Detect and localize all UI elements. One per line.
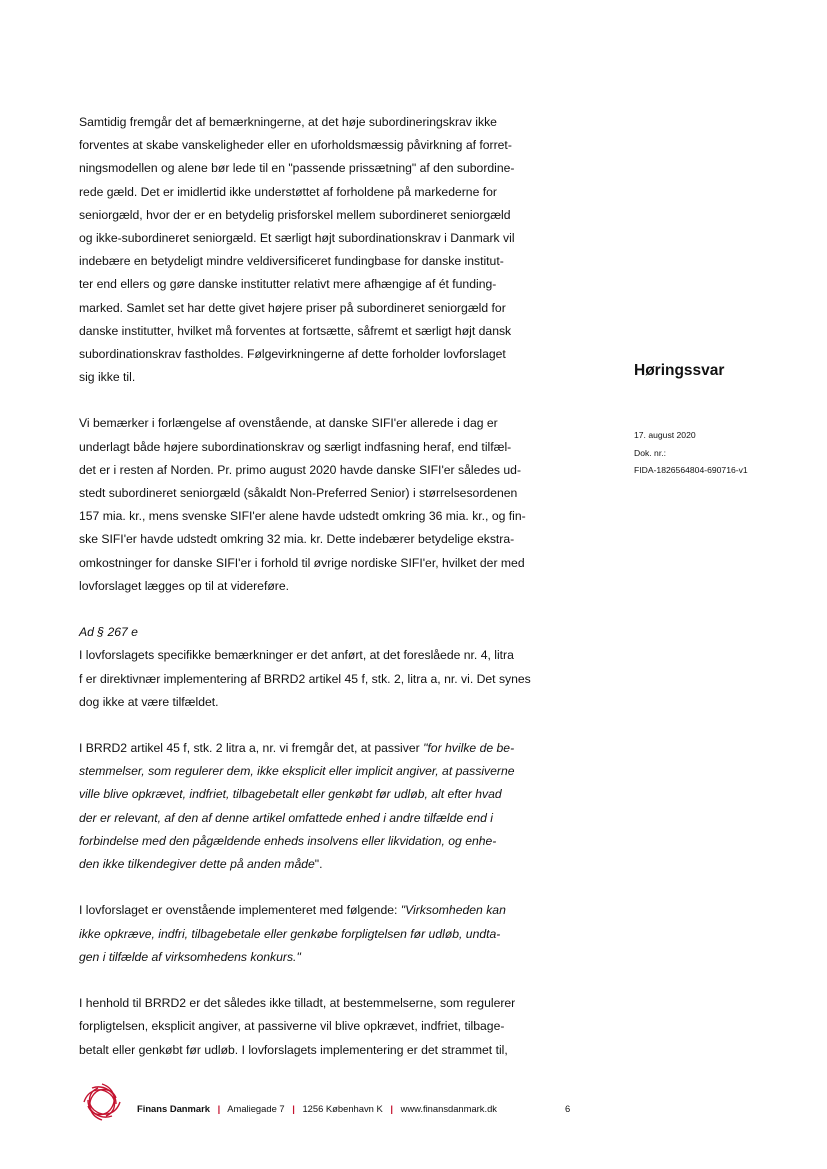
text-line: lovforslaget lægges op til at videreføre.	[79, 578, 289, 593]
text-line: seniorgæld, hvor der er en betydelig prisforskel mellem subordineret seniorgæld	[79, 207, 511, 222]
footer-website-link[interactable]: www.finansdanmark.dk	[400, 1103, 497, 1114]
page-footer	[80, 1080, 580, 1138]
text-line	[79, 853, 584, 876]
footer-org-name: Finans Danmark	[137, 1103, 210, 1114]
section-heading: Ad § 267 e	[79, 625, 138, 640]
footer-separator: |	[390, 1103, 393, 1114]
text-line: indebære en betydeligt mindre veldiversificeret fundingbase for danske institut-	[79, 254, 504, 269]
quote-line: ville blive opkrævet, indfriet, tilbagebetalt eller genkøbt før udløb, alt efter hvad	[79, 787, 502, 802]
text-line: betalt eller genkøbt før udløb. I lovforslagets implementering er det strammet til,	[79, 1042, 508, 1057]
document-number: FIDA-1826564804-690716-v1	[634, 465, 748, 475]
footer-separator: |	[292, 1103, 295, 1114]
text-segment: I BRRD2 artikel 45 f, stk. 2 litra a, nr. vi fremgår det, at passiver	[79, 741, 424, 756]
quote-segment: "Virksomheden kan	[400, 903, 506, 918]
text-line: Samtidig fremgår det af bemærkningerne, at det høje subordineringskrav ikke	[79, 115, 497, 129]
paragraph-6	[79, 992, 584, 1062]
document-meta	[634, 427, 748, 480]
text-line: rede gæld. Det er imidlertid ikke understøttet af forholdene på markederne for	[79, 184, 497, 199]
text-line: omkostninger for danske SIFI'er i forhold til øvrige nordiske SIFI'er, hvilket der med	[79, 555, 525, 570]
text-line: stedt subordineret seniorgæld (såkaldt Non-Preferred Senior) i størrelsesordenen	[79, 486, 518, 500]
quote-line: ikke opkræve, indfri, tilbagebetale eller genkøbe forpligtelsen før udløb, undta-	[79, 926, 501, 941]
paragraph-2	[79, 412, 584, 598]
paragraph-1	[79, 111, 584, 389]
text-line: Vi bemærker i forlængelse af ovenstående, at danske SIFI'er allerede i dag er	[79, 416, 498, 431]
document-number-label: Dok. nr.:	[634, 447, 666, 458]
text-line: danske institutter, hvilket må forventes at fortsætte, såfremt et særligt højt dansk	[79, 323, 512, 338]
text-line: underlagt både højere subordinationskrav og særligt indfasning heraf, end tilfæl-	[79, 439, 512, 454]
body-text	[79, 111, 584, 1062]
text-line: 157 mia. kr., mens svenske SIFI'er alene havde udstedt omkring 36 mia. kr., og fin-	[79, 509, 526, 524]
text-line: I henhold til BRRD2 er det således ikke tilladt, at bestemmelserne, som regulerer	[79, 996, 516, 1011]
quote-segment: "for hvilke de be-	[423, 741, 515, 756]
text-line: sig ikke til.	[79, 370, 136, 385]
footer-separator: |	[217, 1103, 221, 1114]
quote-line: stemmelser, som regulerer dem, ikke eksplicit eller implicit angiver, at passiverne	[79, 764, 515, 779]
text-line: det er i resten af Norden. Pr. primo august 2020 havde danske SIFI'er således ud-	[79, 462, 522, 477]
text-line: forventes at skabe vanskeligheder eller en uforholdsmæssig påvirkning af forret-	[79, 138, 512, 153]
text-line: ske SIFI'er havde udstedt omkring 32 mia. kr. Dette indebærer betydelige ekstra-	[79, 532, 515, 547]
text-segment: I lovforslaget er ovenstående implementeret med følgende:	[79, 903, 401, 918]
text-line: subordinationskrav fastholdes. Følgevirkningerne af dette forholder lovforslaget	[79, 346, 506, 361]
page-number: 6	[565, 1103, 571, 1114]
quote-line: der er relevant, af den af denne artikel omfattede enhed i andre tilfælde end i	[79, 810, 493, 825]
document-type-title: Høringssvar	[634, 362, 725, 379]
finans-danmark-logo-icon	[80, 1080, 124, 1124]
text-line: og ikke-subordineret seniorgæld. Et særligt højt subordinationskrav i Danmark vil	[79, 230, 515, 245]
footer-address: Amaliegade 7	[227, 1103, 285, 1114]
footer-city: 1256 København K	[302, 1103, 383, 1114]
footer-contact-line	[137, 1103, 497, 1114]
quote-line: forbindelse med den pågældende enheds insolvens eller likvidation, og enhe-	[79, 833, 497, 848]
document-date: 17. august 2020	[634, 430, 696, 440]
text-segment: ".	[314, 857, 323, 871]
paragraph-4	[79, 737, 584, 876]
text-line: marked. Samlet set har dette givet højere priser på subordineret seniorgæld for	[79, 300, 506, 315]
text-line: I lovforslagets specifikke bemærkninger er det anført, at det foreslåede nr. 4, litra	[79, 648, 514, 663]
paragraph-3	[79, 644, 584, 714]
text-line: dog ikke at være tilfældet.	[79, 694, 219, 709]
quote-segment: den ikke tilkendegiver dette på anden måde	[79, 857, 315, 871]
text-line: ter end ellers og gøre danske institutter relativt mere afhængige af ét funding-	[79, 277, 497, 292]
text-line	[79, 899, 584, 922]
quote-line: gen i tilfælde af virksomhedens konkurs."	[79, 949, 301, 964]
text-line: f er direktivnær implementering af BRRD2 artikel 45 f, stk. 2, litra a, nr. vi. Det synes	[79, 671, 531, 686]
text-line: ningsmodellen og alene bør lede til en "passende prissætning" af den subordine-	[79, 161, 515, 176]
paragraph-5	[79, 899, 584, 969]
text-line	[79, 737, 584, 760]
text-line: forpligtelsen, eksplicit angiver, at passiverne vil blive opkrævet, indfriet, tilbage-	[79, 1019, 505, 1034]
